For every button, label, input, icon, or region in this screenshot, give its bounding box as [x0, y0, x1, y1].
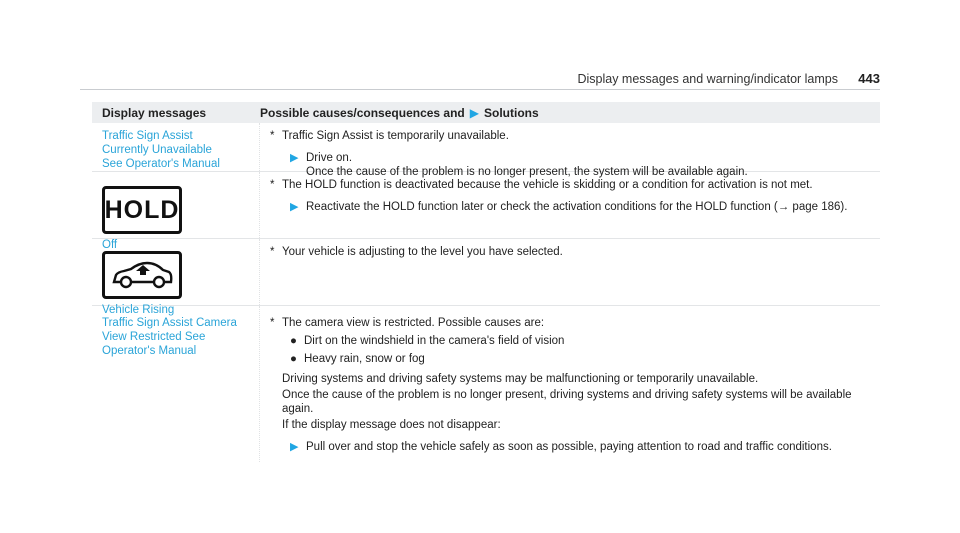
cause-item: * Your vehicle is adjusting to the level you have selected.: [270, 246, 563, 258]
message-cell: [92, 172, 260, 251]
hold-icon: HOLD: [102, 186, 182, 234]
solution-item: ▶ Pull over and stop the vehicle safely as soon as possible, paying attention to road and traffic conditions.: [290, 441, 832, 453]
arrow-right-icon: ▶: [290, 152, 299, 164]
info-cell: [260, 306, 880, 462]
cause-item: * Traffic Sign Assist is temporarily unavailable.: [270, 130, 509, 142]
display-messages-table: [92, 102, 880, 462]
solution-item: ▶ Drive on. Once the cause of the problem is no longer present, the system will be available again.: [290, 152, 748, 178]
vehicle-rising-icon: [102, 251, 182, 299]
column-header-causes-label: Possible causes/consequences and: [260, 105, 465, 120]
list-item: ● Heavy rain, snow or fog: [290, 353, 425, 365]
arrow-right-icon: ▶: [290, 441, 299, 453]
header-divider: [80, 89, 880, 90]
column-header-solutions-label: Solutions: [484, 105, 539, 120]
paragraph: If the display message does not disappear:: [282, 419, 501, 431]
arrow-right-icon: ▶: [469, 105, 479, 120]
list-item: ● Dirt on the windshield in the camera's field of vision: [290, 335, 565, 347]
info-cell: [260, 123, 880, 178]
arrow-right-icon: ▶: [290, 201, 299, 213]
paragraph: Once the cause of the problem is no longer present, driving systems and driving safety systems will be available again.: [282, 389, 852, 415]
column-header-causes: [260, 106, 539, 120]
table-row: [92, 239, 880, 316]
bullet-icon: ●: [290, 353, 297, 365]
message-cell: [92, 123, 260, 171]
table-row: [92, 306, 880, 462]
table-row: [92, 172, 880, 251]
paragraph: Driving systems and driving safety systems may be malfunctioning or temporarily unavailable.: [282, 373, 759, 385]
info-cell: [260, 172, 880, 238]
message-text: Traffic Sign Assist Currently Unavailable See Operator's Manual: [102, 130, 220, 170]
message-text: Off: [102, 239, 118, 251]
table-header: [92, 102, 880, 123]
bullet-icon: ●: [290, 335, 297, 347]
solution-item: ▶ Reactivate the HOLD function later or check the activation conditions for the HOLD function (→ page 186).: [290, 201, 848, 213]
message-text: Traffic Sign Assist Camera View Restricted See Operator's Manual: [102, 317, 237, 357]
table-row: [92, 123, 880, 178]
message-cell: [92, 306, 260, 462]
cause-item: * The camera view is restricted. Possible causes are:: [270, 317, 545, 329]
page-number: 443: [858, 71, 880, 86]
message-text: Vehicle Rising: [102, 304, 175, 316]
info-cell: [260, 239, 880, 305]
cause-item: * The HOLD function is deactivated because the vehicle is skidding or a condition for activation is not met.: [270, 179, 813, 191]
header-title: Display messages and warning/indicator lamps: [577, 72, 838, 86]
column-header-messages: Display messages: [102, 105, 207, 120]
message-cell: [92, 239, 260, 316]
